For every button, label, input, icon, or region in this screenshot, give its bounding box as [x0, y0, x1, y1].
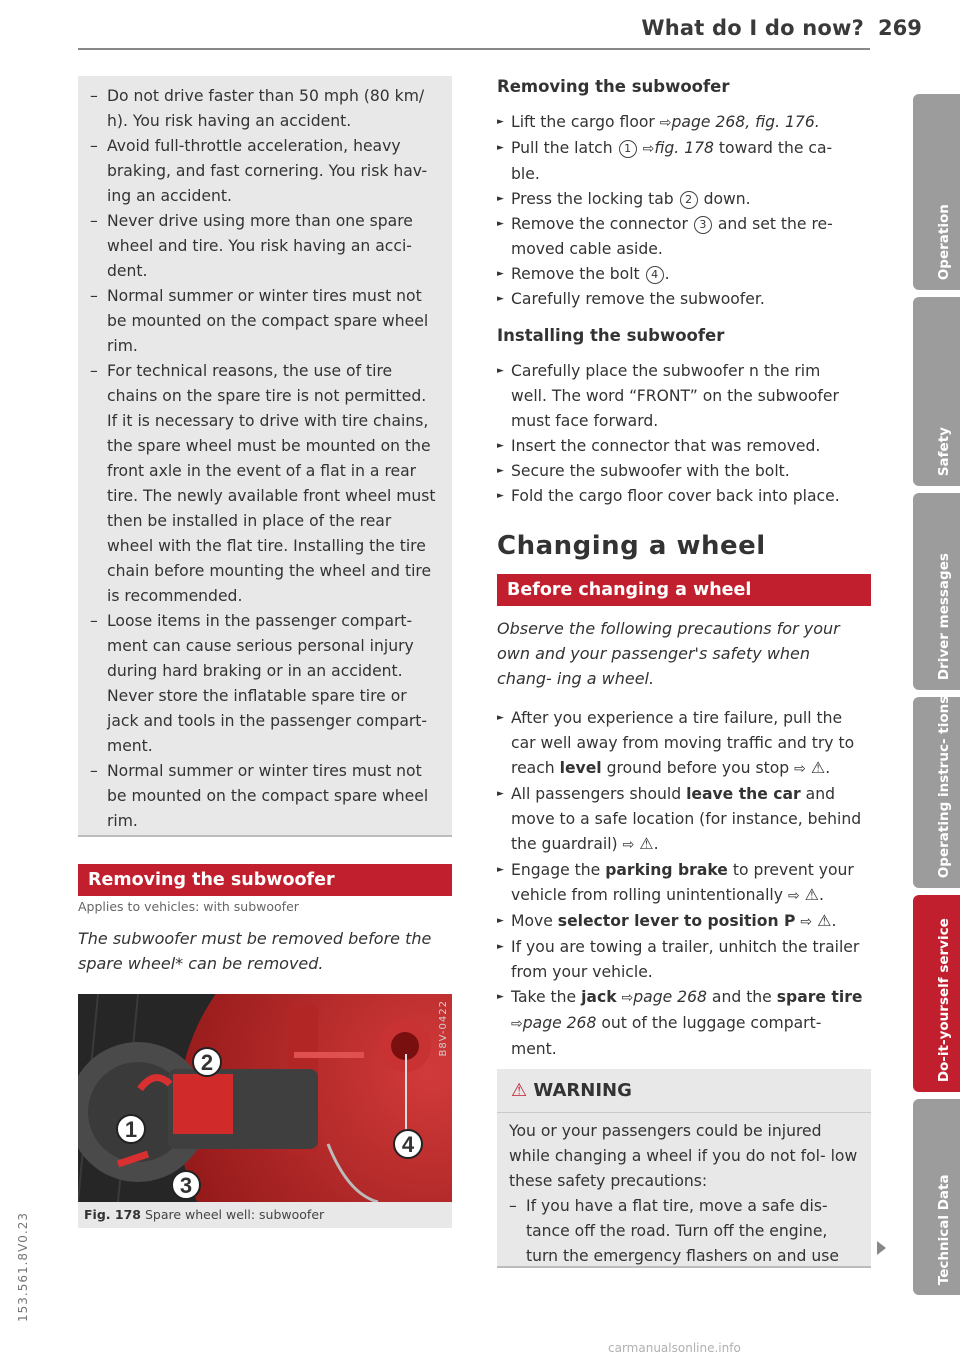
tab-operation[interactable]: Operation	[913, 94, 960, 290]
figure-code: B8V-0422	[438, 1000, 449, 1057]
page-reference[interactable]: page 268	[633, 988, 707, 1006]
heading-removing-subwoofer: Removing the subwoofer	[497, 77, 730, 96]
list-item: ► Remove the bolt 4 .	[497, 262, 857, 287]
figure-caption-text: Spare wheel well: subwoofer	[144, 1207, 325, 1222]
tab-do-it-yourself-service[interactable]: Do-it-yourself service	[913, 895, 960, 1092]
list-item: ► Secure the subwoofer with the bolt.	[497, 459, 857, 484]
callout-number: 2	[680, 191, 698, 209]
warning-item: – If you have a flat tire, move a safe dis- tance off the road. Turn off the engine, turn the emergency flashers on and use	[509, 1194, 859, 1269]
applies-to-note: Applies to vehicles: with subwoofer	[78, 899, 299, 914]
warning-item: – Normal summer or winter tires must not be mounted on the compact spare wheel rim.	[90, 759, 438, 834]
callout-number: 4	[646, 266, 664, 284]
list-item: ► Move selector lever to position P ⇨ ⚠.	[497, 909, 871, 935]
arrow-ref-icon: ⇨	[642, 141, 655, 157]
list-item: ► If you are towing a trailer, unhitch the trailer from your vehicle.	[497, 935, 871, 985]
warning-triangle-icon[interactable]: ⚠	[810, 758, 826, 777]
header-rule	[78, 48, 870, 50]
arrow-ref-icon: ⇨	[800, 914, 813, 930]
warning-text: You or your passengers could be injured while changing a wheel if you do not fol- low these safety precautions:	[509, 1122, 858, 1190]
warning-item: – For technical reasons, the use of tire chains on the spare tire is not permitted. If it is necessary to drive with tire chains, the spare wheel must be mounted on the front axle in the event of a flat in a rear tire. The newly available front wheel must then be installed in place of the rear wheel with the flat tire. Installing the tire chain before mounting the wheel and tire is recommended.	[90, 359, 438, 609]
arrow-ref-icon: ⇨	[794, 761, 806, 777]
continued-arrow-icon	[877, 1241, 886, 1255]
page-reference[interactable]: page 268, fig. 176.	[671, 113, 820, 131]
warning-header	[497, 1069, 871, 1113]
list-item: ► Insert the connector that was removed.	[497, 434, 857, 459]
section-title-removing-subwoofer: Removing the subwoofer	[78, 864, 452, 896]
callout-number: 1	[619, 140, 637, 158]
section-intro-before-changing: Observe the following precautions for your own and your passenger's safety when chang- ing a wheel.	[497, 619, 840, 688]
figure-callout-4: 4	[401, 1132, 415, 1157]
warning-triangle-icon: ⚠	[511, 1080, 528, 1101]
heading-installing-subwoofer: Installing the subwoofer	[497, 326, 725, 345]
list-item: ► Fold the cargo floor cover back into place.	[497, 484, 857, 509]
list-item: ► Pull the latch 1 ⇨fig. 178 toward the ca- ble.	[497, 136, 857, 187]
margin-doc-code: 153.561.8V0.23	[16, 1212, 30, 1322]
callout-number: 3	[694, 216, 712, 234]
arrow-ref-icon: ⇨	[622, 837, 635, 853]
warning-triangle-icon[interactable]: ⚠	[639, 834, 654, 853]
figure-callout-1: 1	[124, 1117, 138, 1142]
chapter-title: Changing a wheel	[497, 531, 766, 561]
running-header-title: What do I do now?	[641, 16, 864, 40]
arrow-ref-icon: ⇨	[511, 1016, 523, 1032]
figure-caption	[78, 1202, 452, 1228]
list-item: ► After you experience a tire failure, pull the car well away from moving traffic and try to reach level ground before you stop ⇨ ⚠.	[497, 706, 871, 782]
list-item: ► Remove the connector 3 and set the re- moved cable aside.	[497, 212, 857, 262]
section-title-before-changing: Before changing a wheel	[497, 574, 871, 606]
list-item: ► All passengers should leave the car and move to a safe location (for instance, behind the guardrail) ⇨ ⚠.	[497, 782, 871, 858]
figure-callout-2: 2	[200, 1050, 214, 1075]
figure-subwoofer	[78, 994, 452, 1202]
warning-item: – Loose items in the passenger compart- ment can cause serious personal injury during hard braking or in an accident. Never store the inflatable spare tire or jack and tools in the passenger compart- ment.	[90, 609, 438, 759]
warning-item: – Do not drive faster than 50 mph (80 km/ h). You risk having an accident.	[90, 84, 438, 134]
arrow-ref-icon: ⇨	[787, 888, 800, 904]
warning-item: – Never drive using more than one spare wheel and tire. You risk having an acci- dent.	[90, 209, 438, 284]
warning-item: – Avoid full-throttle acceleration, heavy braking, and fast cornering. You risk hav- ing an accident.	[90, 134, 438, 209]
page-reference[interactable]: page 268	[522, 1014, 597, 1032]
figure-illustration	[78, 994, 452, 1202]
installing-steps-list	[497, 359, 857, 509]
list-item: ► Carefully remove the subwoofer.	[497, 287, 857, 312]
precautions-list	[497, 706, 871, 1062]
tab-operating-instructions[interactable]: Operating instruc- tions	[913, 697, 960, 888]
list-item: ► Engage the parking brake to prevent your vehicle from rolling unintentionally ⇨ ⚠.	[497, 858, 871, 909]
warning-triangle-icon[interactable]: ⚠	[817, 911, 832, 930]
list-item: ► Lift the cargo floor ⇨page 268, fig. 176.	[497, 110, 857, 136]
watermark-footer: carmanualsonline.info	[608, 1341, 741, 1355]
warning-title: WARNING	[533, 1080, 632, 1101]
list-item: ► Carefully place the subwoofer n the rim well. The word “FRONT” on the subwoofer must face forward.	[497, 359, 857, 434]
list-item: ► Take the jack ⇨page 268 and the spare tire ⇨page 268 out of the luggage compart- ment.	[497, 985, 871, 1062]
figure-callout-3: 3	[179, 1173, 193, 1198]
page-number: 269	[878, 16, 922, 40]
section-intro: The subwoofer must be removed before the spare wheel* can be removed.	[78, 929, 432, 973]
warning-continued-box	[78, 76, 452, 837]
warning-box	[497, 1069, 871, 1268]
tab-safety[interactable]: Safety	[913, 297, 960, 486]
arrow-ref-icon: ⇨	[659, 115, 672, 131]
warning-item: – Normal summer or winter tires must not be mounted on the compact spare wheel rim.	[90, 284, 438, 359]
figure-reference[interactable]: fig. 178	[654, 139, 714, 157]
tab-driver-messages[interactable]: Driver messages	[913, 493, 960, 690]
removing-steps-list	[497, 110, 857, 312]
list-item: ► Press the locking tab 2 down.	[497, 187, 857, 212]
arrow-ref-icon: ⇨	[621, 990, 634, 1006]
warning-triangle-icon[interactable]: ⚠	[804, 885, 819, 904]
figure-caption-label: Fig. 178	[84, 1207, 141, 1222]
tab-technical-data[interactable]: Technical Data	[913, 1099, 960, 1295]
